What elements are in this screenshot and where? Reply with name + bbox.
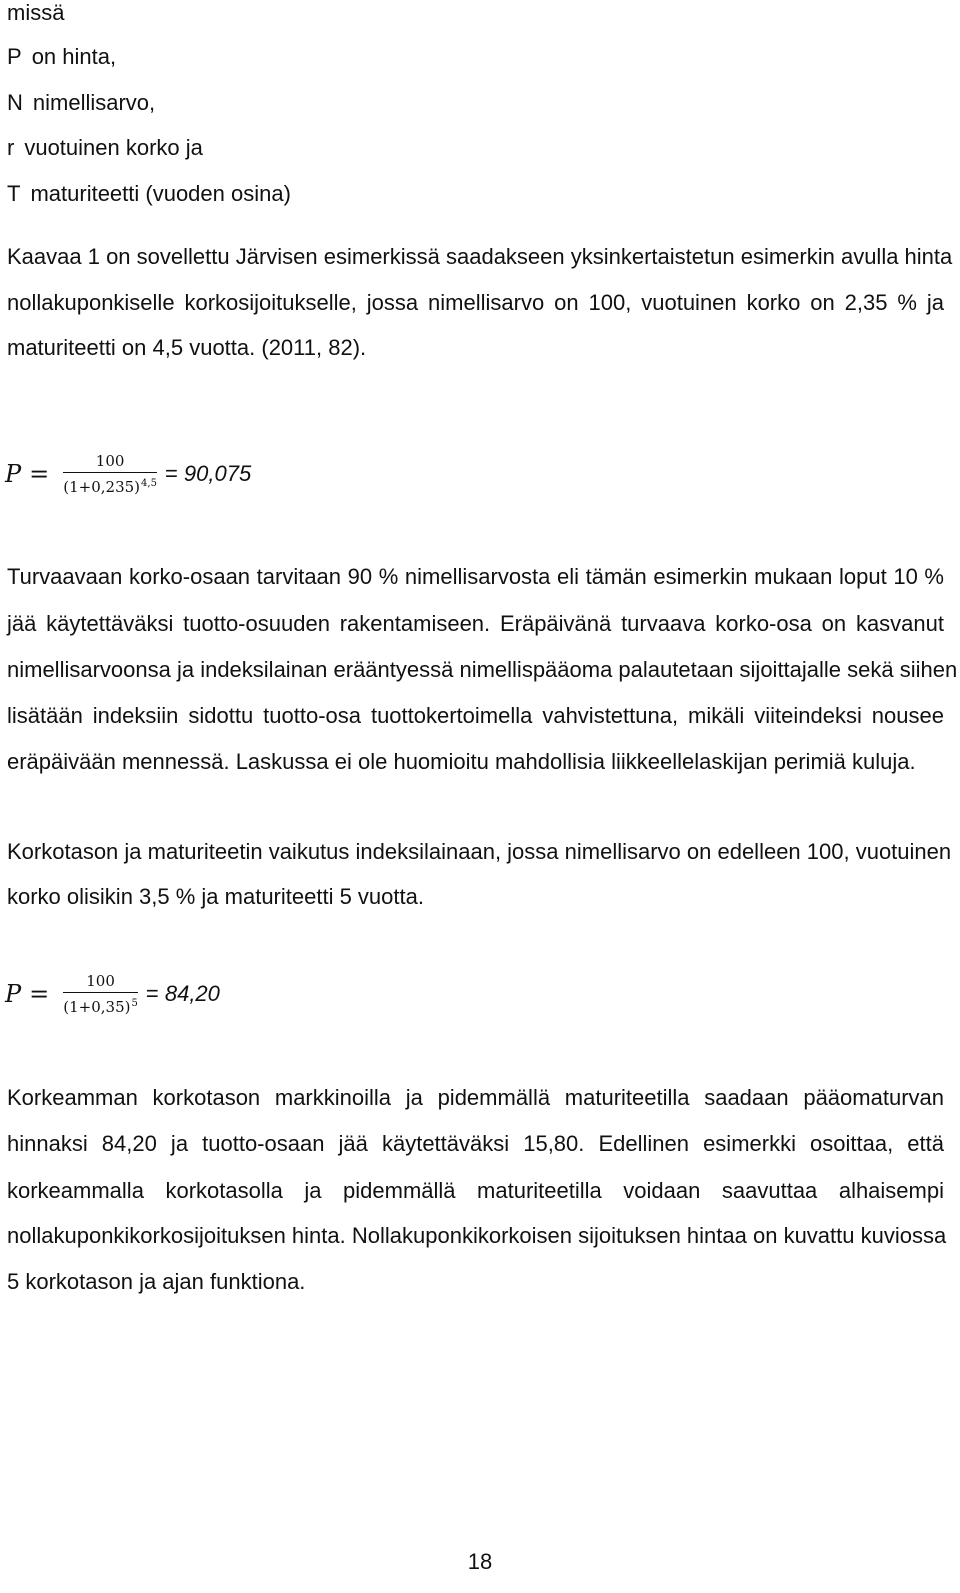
paragraph-3-last-line: korko olisikin 3,5 % ja maturiteetti 5 vuotta.	[7, 884, 424, 909]
formula-denominator	[63, 475, 157, 496]
definition-symbol: N	[7, 90, 23, 115]
intro-word: missä	[7, 0, 65, 25]
result-equals: =	[145, 981, 159, 1006]
paragraph-2-line: lisätään indeksiin sidottu tuotto-osa tuottokertoimella vahvistettuna, mikäli viiteindeksi nousee	[7, 703, 944, 728]
paragraph-2-line: nimellisarvoonsa ja indeksilainan erääntyessä nimellispääoma palautetaan sijoittajalle sekä siihen	[7, 657, 958, 682]
denominator-base: (1+0,35)	[63, 998, 131, 1016]
formula-variable: P	[5, 460, 22, 488]
formula-fraction	[63, 452, 157, 496]
paragraph-2-last-line: eräpäivään mennessä. Laskussa ei ole huomioitu mahdollisia liikkeellelaskijan perimiä kuluja.	[7, 749, 916, 774]
formula-fraction	[63, 972, 138, 1016]
paragraph-1-line: Kaavaa 1 on sovellettu Järvisen esimerkissä saadakseen yksinkertaistetun esimerkin avulla hinta	[7, 244, 953, 269]
formula-numerator: 100	[86, 972, 115, 990]
paragraph-1-line: nollakuponkiselle korkosijoitukselle, jossa nimellisarvo on 100, vuotuinen korko on 2,35 % ja	[7, 290, 944, 315]
result-value: 84,20	[164, 981, 220, 1006]
result-equals: =	[164, 461, 178, 486]
paragraph-2-line: jää käytettäväksi tuotto-osuuden rakentamiseen. Eräpäivänä turvaava korko-osa on kasvanut	[7, 611, 944, 636]
paragraph-4-line: nollakuponkikorkosijoituksen hinta. Nollakuponkikorkoisen sijoituksen hintaa on kuvattu kuviossa	[7, 1223, 947, 1248]
formula-numerator: 100	[95, 452, 125, 470]
formula-equals: =	[29, 460, 50, 488]
definition-symbol: r	[7, 135, 15, 160]
formula-2	[5, 972, 220, 1016]
fraction-bar	[63, 472, 157, 473]
formula-result	[146, 981, 220, 1007]
definition-maturity	[7, 181, 291, 207]
paragraph-4-last-line: 5 korkotason ja ajan funktiona.	[7, 1269, 306, 1294]
definition-text: nimellisarvo,	[32, 90, 156, 115]
page-number: 18	[467, 1549, 493, 1574]
formula-equals: =	[29, 980, 50, 1008]
paragraph-3-line: Korkotason ja maturiteetin vaikutus indeksilainaan, jossa nimellisarvo on edelleen 100, vuotuinen	[7, 839, 952, 864]
formula-denominator	[63, 995, 138, 1016]
definition-symbol: P	[7, 44, 22, 69]
paragraph-1-last-line: maturiteetti on 4,5 vuotta. (2011, 82).	[7, 335, 367, 360]
definition-price	[7, 44, 116, 70]
paragraph-4-line: Korkeamman korkotason markkinoilla ja pidemmällä maturiteetilla saadaan pääomaturvan	[7, 1085, 944, 1110]
denominator-exponent: 5	[131, 998, 138, 1009]
definition-symbol: T	[7, 181, 21, 206]
denominator-base: (1+0,235)	[63, 478, 141, 496]
formula-result	[165, 461, 251, 487]
denominator-exponent: 4,5	[141, 478, 157, 489]
definition-face-value	[7, 90, 155, 116]
fraction-bar	[63, 992, 138, 993]
paragraph-4-line: hinnaksi 84,20 ja tuotto-osaan jää käytettäväksi 15,80. Edellinen esimerkki osoittaa, että	[7, 1131, 944, 1156]
definition-text: maturiteetti (vuoden osina)	[30, 181, 291, 206]
paragraph-4-line: korkeammalla korkotasolla ja pidemmällä maturiteetilla voidaan saavuttaa alhaisempi	[7, 1178, 944, 1203]
formula-variable: P	[5, 980, 22, 1008]
paragraph-2-line: Turvaavaan korko-osaan tarvitaan 90 % nimellisarvosta eli tämän esimerkin mukaan loput 10 %	[7, 564, 944, 589]
definition-interest-rate	[7, 135, 203, 161]
definition-text: vuotuinen korko ja	[24, 135, 203, 160]
formula-1	[5, 452, 251, 496]
definition-text: on hinta,	[31, 44, 117, 69]
result-value: 90,075	[183, 461, 252, 486]
